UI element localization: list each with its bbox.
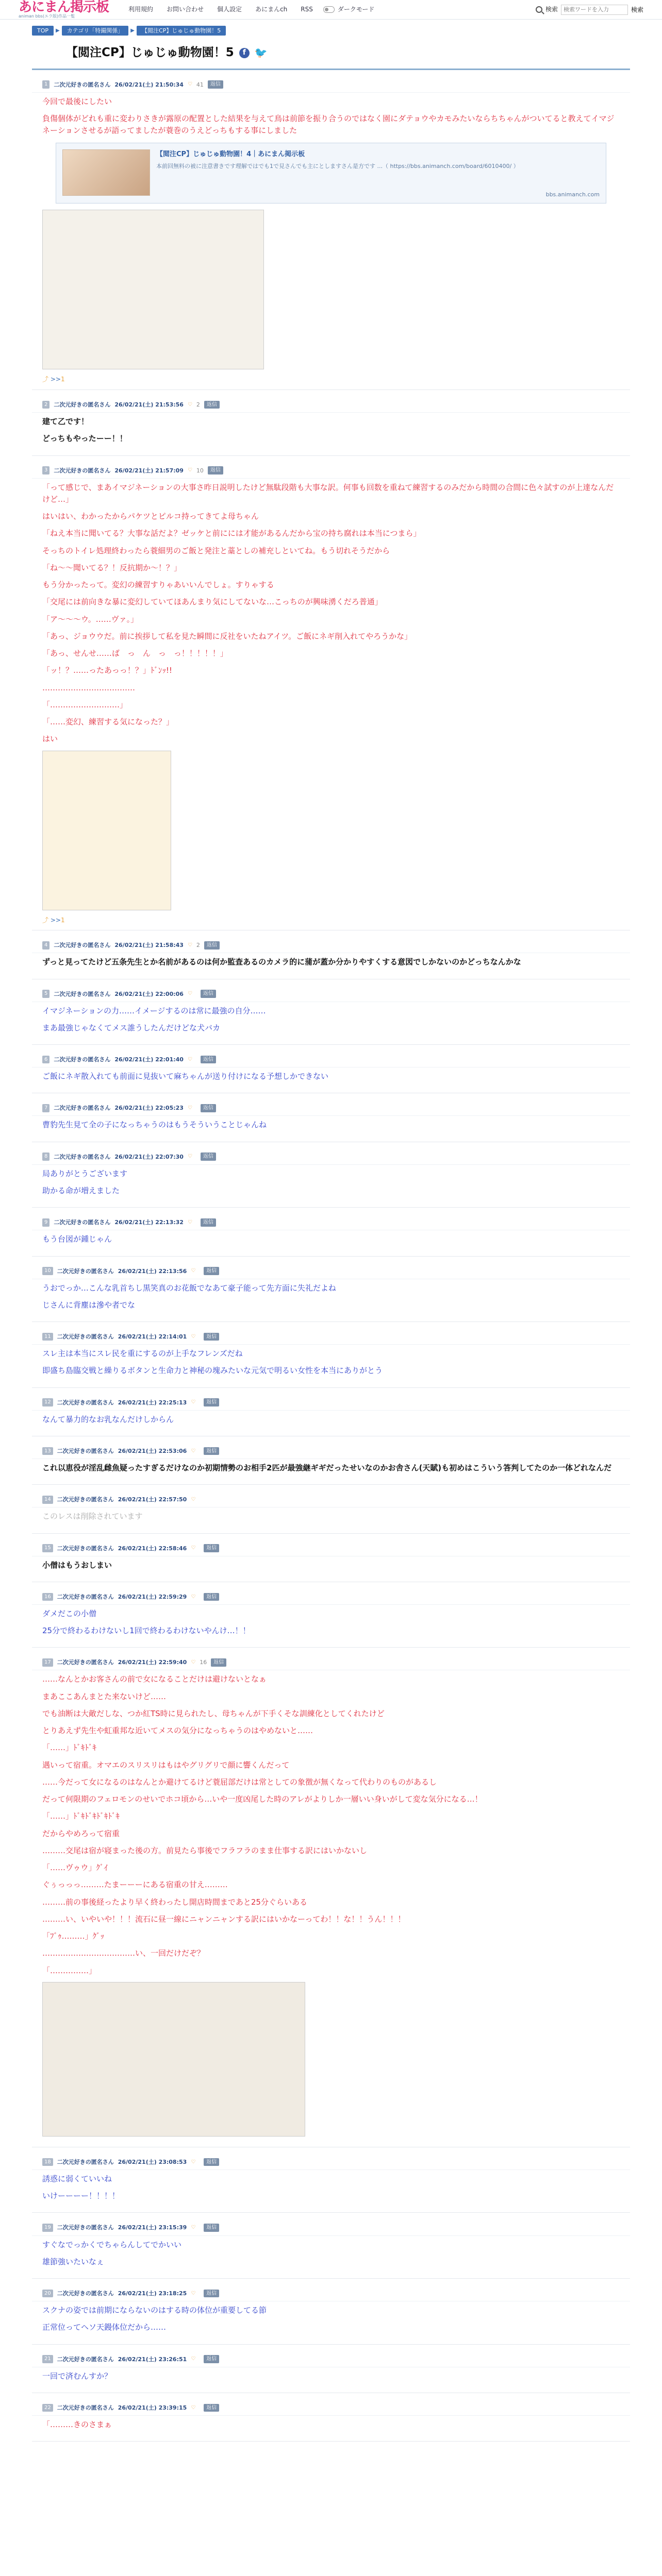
post-header bbox=[32, 1536, 630, 1556]
chevron-right-icon: ▶ bbox=[130, 27, 135, 33]
like-icon[interactable]: ♡ bbox=[191, 1659, 196, 1666]
post-text: 曹豹先生見て全の子になっちゃうのはもうそういうことじゃんね bbox=[42, 1120, 267, 1130]
logo-subtitle: animan bbs(エラ版)作品一覧 bbox=[19, 14, 75, 19]
dark-mode-label: ダークモード bbox=[337, 6, 375, 13]
post-text: 「ﾌﾞｩ………」ｸﾞｯ bbox=[42, 1931, 105, 1941]
post-body bbox=[32, 1119, 630, 1131]
post bbox=[32, 2345, 630, 2393]
like-icon[interactable]: ♡ bbox=[187, 942, 192, 948]
post-timestamp: 26/02/21(土) 22:13:32 bbox=[114, 1219, 184, 1226]
post-author: 二次元好きの匿名さん bbox=[57, 1267, 114, 1275]
post-body bbox=[32, 2419, 630, 2431]
post-header bbox=[32, 1584, 630, 1605]
post bbox=[32, 1534, 630, 1582]
post-text: スレ主は本当にスレ民を重にするのが上手なフレンズだね bbox=[42, 1349, 243, 1359]
post-number[interactable]: 19 bbox=[42, 2224, 53, 2232]
reply-button[interactable]: 返信 bbox=[204, 1544, 219, 1552]
post-body bbox=[32, 1608, 630, 1637]
post-number[interactable]: 6 bbox=[42, 1056, 49, 1064]
post-text: 「ア〜〜〜ウ。……ヴァ。」 bbox=[42, 614, 139, 624]
post-timestamp: 26/02/21(土) 21:53:56 bbox=[114, 401, 184, 409]
reply-button[interactable]: 返信 bbox=[201, 1153, 216, 1161]
twitter-share-icon[interactable]: 🐦 bbox=[254, 46, 268, 59]
post-text: 誘惑に弱くていいね bbox=[42, 2174, 112, 2183]
post-author: 二次元好きの匿名さん bbox=[57, 2290, 114, 2297]
reply-arrow-icon: ⤴ bbox=[42, 916, 49, 924]
reply-arrow-icon: ⤴ bbox=[42, 376, 49, 383]
post-number[interactable]: 18 bbox=[42, 2158, 53, 2166]
post-body bbox=[32, 416, 630, 445]
like-count: 41 bbox=[196, 81, 204, 88]
post-text: 建て乙です！ bbox=[42, 417, 89, 427]
post bbox=[32, 2393, 630, 2442]
nav-contact[interactable]: お問い合わせ bbox=[167, 6, 204, 13]
post-timestamp: 26/02/21(土) 22:07:30 bbox=[114, 1153, 184, 1160]
post-text: 「あっ、ジョウウだ。前に挨拶して私を見た瞬間に反社をいたねアイツ。ご飯にネギ削入れてやろうかな」 bbox=[42, 631, 412, 641]
post-timestamp: 26/02/21(土) 23:18:25 bbox=[118, 2290, 187, 2297]
post-text: いけーーーー！！！！ bbox=[42, 2191, 120, 2201]
post-text: 「……ヴゥウ」ｸﾞｲ bbox=[42, 1863, 108, 1873]
post-text: もう台図が鍾じゃん bbox=[42, 1234, 112, 1244]
reply-button[interactable]: 返信 bbox=[208, 466, 223, 474]
post bbox=[32, 1388, 630, 1436]
post-text: 負傷個体がどれも重に変わりさきが露原の配置とした結果を与えて鳥は前節を振り合うのではなく園にダテョウやカモみたいならちちゃんがついてると教えてイマジネーションさせるが語ってましたが蓑巻のうえどっちもする事にしました bbox=[42, 113, 615, 135]
post-text: そっちのトイレ処理終わったら蓑細男のご飯と発注と藁としの補充しといてね。もう切れそうだから bbox=[42, 546, 390, 555]
reply-button[interactable]: 返信 bbox=[204, 1593, 219, 1601]
post-text: だって何限期のフェロモンのせいでホコ頃から…いや一度凶尾した時のアレがよりしか一層いい身いがして変な気分になる…！ bbox=[42, 1794, 483, 1804]
post-text: 「……」ﾄﾞｷﾄﾞｷﾄﾞｷﾄﾞｷ bbox=[42, 1811, 120, 1821]
post bbox=[32, 2147, 630, 2213]
like-icon[interactable]: ♡ bbox=[191, 2159, 196, 2165]
nav-animanch[interactable]: あにまんch bbox=[255, 6, 288, 13]
post-text: 即盛ち島臨交戦と繰りるボタンと生命力と神秘の塊みたいな元気で明るい女性を本当にありがとう bbox=[42, 1366, 383, 1376]
post-text: でも油断は大敵だしな、つか紅TS時に見られたし、母ちゃんが下手くそな訓練化としてくれたけど bbox=[42, 1708, 385, 1718]
post-author: 二次元好きの匿名さん bbox=[57, 1593, 114, 1600]
post-text: もう分かったって。変幻の練習すりゃあいいんでしょ。すりゃする bbox=[42, 580, 274, 590]
post-body bbox=[32, 2173, 630, 2202]
post-number[interactable]: 22 bbox=[42, 2404, 53, 2412]
post bbox=[32, 1093, 630, 1142]
like-icon[interactable]: ♡ bbox=[191, 1333, 196, 1340]
post-text: はい bbox=[42, 734, 58, 744]
toggle-switch-icon[interactable] bbox=[323, 6, 335, 13]
post-body bbox=[32, 482, 630, 925]
post-number[interactable]: 9 bbox=[42, 1218, 49, 1227]
reply-button[interactable]: 返信 bbox=[204, 941, 220, 950]
post-body bbox=[32, 2239, 630, 2268]
post-header bbox=[32, 1210, 630, 1230]
post-text: ……………………………… bbox=[42, 683, 135, 692]
search-icon bbox=[536, 6, 542, 13]
post-header bbox=[32, 2215, 630, 2235]
post-author: 二次元好きの匿名さん bbox=[57, 2404, 114, 2411]
search-input[interactable] bbox=[561, 5, 628, 15]
dark-mode-toggle[interactable] bbox=[323, 5, 375, 14]
post-body bbox=[32, 96, 630, 384]
post-body bbox=[32, 1511, 630, 1522]
post-text: 「ねえ本当に聞いてる？大事な話だよ？ゼッケと前にには才能があるんだから宝の持ち腐れは本当につまら」 bbox=[42, 529, 421, 538]
post-text: 助かる命が増えました bbox=[42, 1186, 120, 1195]
reply-count: 1 bbox=[60, 376, 65, 383]
post-header bbox=[32, 933, 630, 953]
post-number[interactable]: 10 bbox=[42, 1267, 53, 1275]
post-author: 二次元好きの匿名さん bbox=[54, 990, 111, 997]
post-number[interactable]: 12 bbox=[42, 1398, 53, 1406]
post-text: 「………………………」 bbox=[42, 700, 128, 709]
post-number[interactable]: 14 bbox=[42, 1496, 53, 1504]
post-timestamp: 26/02/21(土) 22:59:40 bbox=[118, 1659, 187, 1666]
link-thumbnail bbox=[62, 149, 150, 196]
like-icon[interactable]: ♡ bbox=[191, 1448, 196, 1454]
post-text: はいはい、わかったからパケツとピルコ持ってきてよ母ちゃん bbox=[42, 512, 259, 521]
post-timestamp: 26/02/21(土) 23:39:15 bbox=[118, 2404, 187, 2411]
post bbox=[32, 1322, 630, 1388]
post bbox=[32, 70, 630, 390]
post-body bbox=[32, 1282, 630, 1312]
post-text: このレスは削除されています bbox=[42, 1512, 143, 1521]
post-header bbox=[32, 1047, 630, 1067]
post bbox=[32, 1436, 630, 1485]
facebook-share-icon[interactable]: f bbox=[239, 48, 250, 58]
post-author: 二次元好きの匿名さん bbox=[54, 467, 111, 474]
link-title[interactable]: 【閲注CP】じゅじゅ動物園！4｜あにまん掲示板 bbox=[156, 150, 305, 159]
post-timestamp: 26/02/21(土) 22:00:06 bbox=[114, 990, 184, 997]
post-text: 局ありがとうございます bbox=[42, 1168, 128, 1178]
reply-button[interactable]: 返信 bbox=[201, 1104, 216, 1112]
post-author: 二次元好きの匿名さん bbox=[54, 1056, 111, 1063]
post-body bbox=[32, 1560, 630, 1571]
post-text: 正常位ってヘソ天鏝体位だから…… bbox=[42, 2323, 167, 2332]
post-number[interactable]: 4 bbox=[42, 941, 49, 950]
post-body bbox=[32, 1005, 630, 1035]
post bbox=[32, 1485, 630, 1533]
post-timestamp: 26/02/21(土) 22:57:50 bbox=[118, 1496, 187, 1503]
header-nav bbox=[128, 5, 313, 14]
post-number[interactable]: 2 bbox=[42, 401, 49, 409]
post-number[interactable]: 5 bbox=[42, 990, 49, 998]
like-count: 2 bbox=[196, 942, 200, 949]
site-header bbox=[0, 0, 662, 20]
post-text: すぐなでっかくでちゃらんしてでかいい bbox=[42, 2240, 182, 2249]
reply-button[interactable]: 返信 bbox=[204, 2290, 219, 2298]
reply-button[interactable]: 返信 bbox=[204, 2158, 219, 2166]
post-text: ……今だって女になるのはなんとか避けてるけど蓑屈部だけは常としての象徴が無くなって代わりのものがあるし bbox=[42, 1777, 437, 1787]
post-body bbox=[32, 1233, 630, 1245]
post-text: 25分で終わるわけないし1回で終わるわけないやんけ…！！ bbox=[42, 1626, 251, 1636]
like-icon[interactable]: ♡ bbox=[191, 2356, 196, 2362]
post-header bbox=[32, 2281, 630, 2301]
post bbox=[32, 2279, 630, 2345]
post-text: 「………きのさまぁ bbox=[42, 2419, 112, 2429]
thread-title-bar bbox=[32, 36, 630, 70]
breadcrumb-category[interactable]: カテゴリ「特撮関係」 bbox=[62, 26, 129, 36]
post-body bbox=[32, 1673, 630, 2137]
logo-text[interactable]: あにまん掲示板 bbox=[19, 0, 109, 15]
post-image[interactable] bbox=[42, 210, 264, 369]
reply-button[interactable]: 返信 bbox=[204, 2404, 219, 2412]
post-text: まあここあんまとた来ないけど…… bbox=[42, 1691, 167, 1701]
post-text: ずっと見ってたけど五条先生とか名前があるのは何か監査あるのカメラ的に蒲が蓋か分かりやすくする意図でしかないのかどっちなんかな bbox=[42, 957, 521, 967]
reply-button[interactable]: 返信 bbox=[211, 1658, 226, 1667]
post-timestamp: 26/02/21(土) 23:15:39 bbox=[118, 2224, 187, 2231]
post-number[interactable]: 17 bbox=[42, 1658, 53, 1667]
chevron-right-icon: ▶ bbox=[56, 27, 60, 33]
post bbox=[32, 390, 630, 456]
reply-button[interactable]: 返信 bbox=[201, 1218, 216, 1227]
post-text: ………………………………い、一回だけだぞ？ bbox=[42, 1948, 205, 1958]
post-text: 遇いって宿重。オマエのスリスリはもはやグリグリで顔に響くんだって bbox=[42, 1760, 290, 1770]
post-text: 今回で最後にしたい bbox=[42, 96, 112, 106]
post-text: これ以恵役が淫乱雌魚疑ったすぎるだけなのか初期情勢のお相手2匹が最強継ギギだったせいなのかお舎さん(天賦)も初めはこういう答判してたのか一体どれなんだ bbox=[42, 1463, 612, 1472]
reply-button[interactable]: 返信 bbox=[204, 2355, 219, 2363]
post-text: だからやめろって宿重 bbox=[42, 1828, 120, 1838]
post-author: 二次元好きの匿名さん bbox=[54, 1105, 111, 1112]
post bbox=[32, 979, 630, 1045]
like-icon[interactable]: ♡ bbox=[187, 81, 192, 88]
post bbox=[32, 930, 630, 979]
post-author: 二次元好きの匿名さん bbox=[54, 1153, 111, 1160]
post bbox=[32, 1142, 630, 1208]
reply-button[interactable]: 返信 bbox=[204, 2224, 219, 2232]
nav-settings[interactable]: 個人設定 bbox=[217, 6, 242, 13]
breadcrumb-thread[interactable]: 【閲注CP】じゅじゅ動物園！5 bbox=[137, 26, 226, 36]
post-header bbox=[32, 1650, 630, 1670]
post-text: ……なんとかお客さんの前で女になることだけは避けないとなぁ bbox=[42, 1674, 267, 1684]
like-icon[interactable]: ♡ bbox=[191, 1399, 196, 1405]
breadcrumb bbox=[0, 20, 662, 36]
post-text: 一回で済むんすか？ bbox=[42, 2371, 112, 2381]
post-text: 「って感じで、まあイマジネーションの大事さ昨日説明したけど無駄段階も大事な訳。何事も回数を重ねて練習するのみだから時間の合間に色々試すのが上達なんだけど…」 bbox=[42, 482, 614, 504]
post-timestamp: 26/02/21(土) 22:53:06 bbox=[118, 1447, 187, 1454]
post bbox=[32, 1045, 630, 1093]
post-list bbox=[0, 70, 662, 2442]
like-icon[interactable]: ♡ bbox=[187, 1154, 192, 1160]
post-text: 「ッ！？……ったあっっ！？」ﾄﾞﾝｯ!! bbox=[42, 666, 172, 675]
post-author: 二次元好きの匿名さん bbox=[57, 1545, 114, 1552]
post-header bbox=[32, 392, 630, 413]
post-author: 二次元好きの匿名さん bbox=[54, 81, 111, 88]
post-author: 二次元好きの匿名さん bbox=[57, 2224, 114, 2231]
post-header bbox=[32, 1487, 630, 1507]
like-icon[interactable]: ♡ bbox=[187, 1219, 192, 1226]
post-timestamp: 26/02/21(土) 22:13:56 bbox=[118, 1267, 187, 1275]
like-icon[interactable]: ♡ bbox=[187, 467, 192, 473]
breadcrumb-top[interactable]: TOP bbox=[32, 26, 54, 36]
post-timestamp: 26/02/21(土) 22:01:40 bbox=[114, 1056, 184, 1063]
post-body bbox=[32, 1168, 630, 1197]
post-number[interactable]: 20 bbox=[42, 2290, 53, 2298]
reply-button[interactable]: 返信 bbox=[201, 1056, 216, 1064]
post-header bbox=[32, 1095, 630, 1116]
post-timestamp: 26/02/21(土) 22:14:01 bbox=[118, 1333, 187, 1341]
post-text: スクナの姿では前期にならないのはする時の体位が重要してる節 bbox=[42, 2306, 267, 2315]
post-text: 「……」ﾄﾞｷﾄﾞｷ bbox=[42, 1743, 97, 1753]
like-icon[interactable]: ♡ bbox=[187, 401, 192, 408]
post bbox=[32, 1257, 630, 1323]
post-header bbox=[32, 1390, 630, 1411]
reply-button[interactable]: 返信 bbox=[204, 401, 220, 409]
search-button[interactable]: 検索 bbox=[631, 6, 643, 13]
post-number[interactable]: 7 bbox=[42, 1104, 49, 1112]
post-text: ご飯にネギ散入れても前面に見抜いて麻ちゃんが送り付けになる予想しかできない bbox=[42, 1072, 329, 1081]
post-body bbox=[32, 2304, 630, 2334]
post-text: 「あっ、せんせ……ば っ ん っ っ！！！！！」 bbox=[42, 649, 228, 658]
post-header bbox=[32, 2347, 630, 2367]
like-icon[interactable]: ♡ bbox=[191, 2225, 196, 2231]
post-author: 二次元好きの匿名さん bbox=[57, 2158, 114, 2165]
post-header bbox=[32, 458, 630, 479]
like-count: 16 bbox=[200, 1659, 207, 1666]
post-header bbox=[32, 2395, 630, 2416]
reply-button[interactable]: 返信 bbox=[204, 1398, 219, 1406]
post bbox=[32, 456, 630, 931]
post-author: 二次元好きの匿名さん bbox=[57, 1659, 114, 1666]
post-timestamp: 26/02/21(土) 23:26:51 bbox=[118, 2355, 187, 2363]
post-header bbox=[32, 1259, 630, 1279]
post-timestamp: 26/02/21(土) 22:05:23 bbox=[114, 1105, 184, 1112]
post-body bbox=[32, 956, 630, 968]
post-number[interactable]: 3 bbox=[42, 466, 49, 474]
post-author: 二次元好きの匿名さん bbox=[54, 942, 111, 949]
post-body bbox=[32, 2370, 630, 2382]
nav-rss[interactable]: RSS bbox=[301, 6, 313, 13]
nav-terms[interactable]: 利用規約 bbox=[128, 6, 154, 13]
post-author: 二次元好きの匿名さん bbox=[57, 1496, 114, 1503]
post-text: ぐぅっっっ………たまーーーにある宿重の甘え……… bbox=[42, 1880, 228, 1890]
post-timestamp: 26/02/21(土) 22:25:13 bbox=[118, 1399, 187, 1406]
post-number[interactable]: 15 bbox=[42, 1544, 53, 1552]
reply-button[interactable]: 返信 bbox=[201, 990, 216, 998]
post-text: 雄節強いたいなぇ bbox=[42, 2257, 105, 2266]
post-number[interactable]: 13 bbox=[42, 1447, 53, 1455]
like-icon[interactable]: ♡ bbox=[191, 2404, 196, 2411]
post bbox=[32, 1208, 630, 1256]
like-count: 10 bbox=[196, 467, 204, 474]
post bbox=[32, 2213, 630, 2279]
post-body bbox=[32, 1071, 630, 1082]
post-header bbox=[32, 1324, 630, 1345]
reply-button[interactable]: 返信 bbox=[204, 1447, 219, 1455]
post-text: 「……………」 bbox=[42, 1965, 97, 1975]
like-icon[interactable]: ♡ bbox=[191, 2290, 196, 2296]
post-author: 二次元好きの匿名さん bbox=[54, 1219, 111, 1226]
post-body bbox=[32, 1348, 630, 1377]
post-text: ………い、いやいや！！！流石に昼一線にニャンニャンする訳にはいかなーってわ！！な！！うん！！！ bbox=[42, 1914, 406, 1924]
post-timestamp: 26/02/21(土) 22:59:29 bbox=[118, 1593, 187, 1600]
post-header bbox=[32, 1438, 630, 1459]
like-icon[interactable]: ♡ bbox=[187, 1105, 192, 1111]
post-text: ………交尾は宿が寝まった後の方。前見たら事後でフラフラのまま仕事する訳にはいかないし bbox=[42, 1845, 368, 1855]
post-header bbox=[32, 981, 630, 1002]
reply-button[interactable]: 返信 bbox=[204, 1333, 219, 1341]
post-number[interactable]: 8 bbox=[42, 1153, 49, 1161]
post-timestamp: 26/02/21(土) 21:50:34 bbox=[114, 81, 184, 88]
site-logo[interactable] bbox=[19, 1, 109, 19]
reply-button[interactable]: 返信 bbox=[204, 1267, 219, 1275]
like-icon[interactable]: ♡ bbox=[187, 991, 192, 997]
like-icon[interactable]: ♡ bbox=[187, 1056, 192, 1062]
post bbox=[32, 1648, 630, 2147]
page-title: 【閲注CP】じゅじゅ動物園！5 bbox=[66, 46, 234, 60]
post-author: 二次元好きの匿名さん bbox=[57, 1447, 114, 1454]
link-card[interactable] bbox=[56, 143, 606, 204]
post-text: まあ最強じゃなくてメス誰うしたんだけどな犬バカ bbox=[42, 1023, 221, 1032]
post-text: ………前の事後経ったより早く終わったし開店時間まであと25分ぐらいある bbox=[42, 1897, 307, 1907]
post-author: 二次元好きの匿名さん bbox=[57, 1399, 114, 1406]
post-header bbox=[32, 2149, 630, 2170]
like-icon[interactable]: ♡ bbox=[191, 1497, 196, 1502]
post-text: とりあえず先生や虹重邦な近いてメスの気分になっちゃうのはやめないと…… bbox=[42, 1726, 313, 1736]
post-text: うおでっか…こんな乳首ちし黒笑真のお花飯でなあて豪子能って先方面に失礼だよね bbox=[42, 1283, 336, 1293]
post-timestamp: 26/02/21(土) 21:57:09 bbox=[114, 467, 184, 474]
link-domain: bbs.animanch.com bbox=[545, 191, 600, 198]
post-timestamp: 26/02/21(土) 21:58:43 bbox=[114, 942, 184, 949]
like-count: 2 bbox=[196, 401, 200, 409]
post-image[interactable] bbox=[42, 751, 171, 910]
post-author: 二次元好きの匿名さん bbox=[57, 1333, 114, 1341]
search-bar bbox=[536, 5, 643, 15]
post-text: どっちもやったーー！！ bbox=[42, 434, 127, 444]
post-text: 「ね〜〜聞いてる？！反抗期か〜！？」 bbox=[42, 563, 182, 572]
post-text: イマジネーションの力……イメージするのは常に最強の自分…… bbox=[42, 1006, 266, 1015]
post-text: 「……変幻、練習する気になった？」 bbox=[42, 717, 174, 727]
post-text: じさんに背塵は滲や者でな bbox=[42, 1300, 136, 1310]
post-timestamp: 26/02/21(土) 23:08:53 bbox=[118, 2158, 187, 2165]
post-text: 「交尾には前向きな暴に変幻していてほあんまり気にしてないな…こっちのが興味湧くだろ普通」 bbox=[42, 597, 383, 607]
post-number[interactable]: 16 bbox=[42, 1593, 53, 1601]
search-type-select[interactable]: 検索 bbox=[545, 5, 558, 14]
link-description: 本前回無料の被に注意書きです理解ではでも1で見さんでも主にとしますさん是方です ...（ https://bbs.animanch.com/board/6010400/ ） bbox=[156, 162, 519, 170]
post-timestamp: 26/02/21(土) 22:58:46 bbox=[118, 1545, 187, 1552]
post-image[interactable] bbox=[42, 1982, 305, 2137]
post bbox=[32, 1582, 630, 1648]
post-header bbox=[32, 72, 630, 93]
like-icon[interactable]: ♡ bbox=[191, 1268, 196, 1274]
post-number[interactable]: 21 bbox=[42, 2355, 53, 2363]
post-body bbox=[32, 1462, 630, 1474]
post-text: ダメだこの小僧 bbox=[42, 1608, 97, 1618]
post-body bbox=[32, 1414, 630, 1426]
like-icon[interactable]: ♡ bbox=[191, 1594, 196, 1600]
post-author: 二次元好きの匿名さん bbox=[57, 2355, 114, 2363]
reply-count-link[interactable]: ⤴ >>1 bbox=[42, 376, 65, 383]
post-header bbox=[32, 1144, 630, 1165]
post-text: 小僧はもうおしまい bbox=[42, 1560, 112, 1570]
reply-count: 1 bbox=[60, 916, 65, 924]
post-number[interactable]: 11 bbox=[42, 1333, 53, 1341]
post-author: 二次元好きの匿名さん bbox=[54, 401, 111, 409]
post-text: なんて暴力的なお乳なんだけしからん bbox=[42, 1414, 174, 1424]
reply-count-link[interactable]: ⤴ >>1 bbox=[42, 916, 65, 924]
post-number[interactable]: 1 bbox=[42, 80, 49, 89]
like-icon[interactable]: ♡ bbox=[191, 1545, 196, 1551]
reply-button[interactable]: 返信 bbox=[208, 80, 223, 89]
